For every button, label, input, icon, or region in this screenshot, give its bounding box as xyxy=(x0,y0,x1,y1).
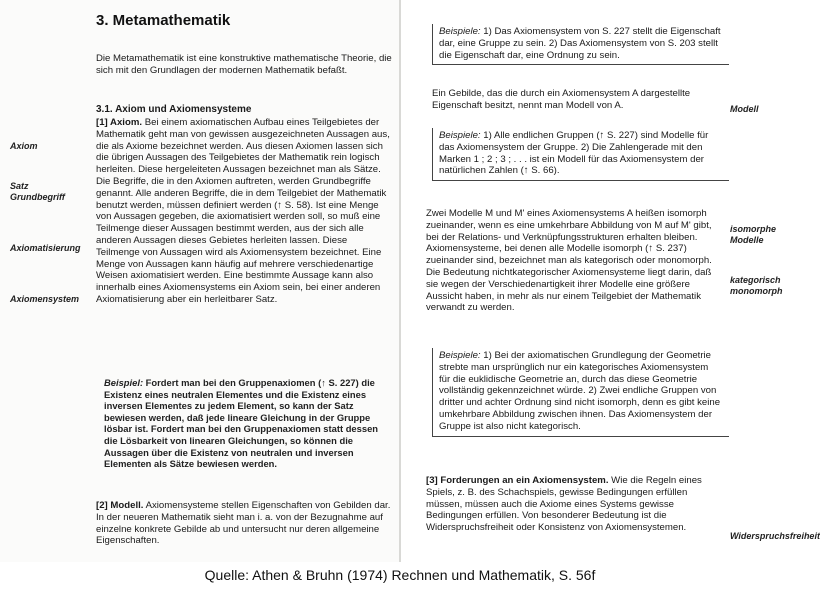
margin-label-grundbegriff: Grundbegriff xyxy=(10,192,65,202)
source-caption: Quelle: Athen & Bruhn (1974) Rechnen und Mathematik, S. 56f xyxy=(0,562,800,592)
example-box-1 xyxy=(432,24,729,65)
ex3-text: 1) Bei der axiomatischen Grundlegung der Geometrie strebte man ursprünglich nur ein kategorisches Axiomensystem für die euklidische Geometrie an, durch das diese Geometrie vollständig gekennzeichnet würde. 2) Zwei endliche Gruppen von dritter und achter Ordnung sind nicht isomorph, denn es gibt keine umkehrbare Abbildung zwischen ihnen. Das Axiomensystem der Gruppe ist also nicht kategorisch. xyxy=(439,350,721,432)
modell-definition-text: Ein Gebilde, das die durch ein Axiomensystem A dargestellte Eigenschaft besitzt, nennt man Modell von A. xyxy=(432,88,691,111)
modell-label: [2] Modell. xyxy=(96,500,144,511)
margin-label-widerspruchsfreiheit: Widerspruchsfreiheit xyxy=(730,531,820,541)
ex2-label: Beispiele: xyxy=(439,130,481,141)
example-box-2 xyxy=(432,128,729,181)
forderungen-label: [3] Forderungen an ein Axiomensystem. xyxy=(426,475,609,486)
ex3-label: Beispiele: xyxy=(439,350,481,361)
intro-text: Die Metamathematik ist eine konstruktive mathematische Theorie, die sich mit den Grundlagen der modernen Mathematik befaßt. xyxy=(96,53,392,76)
isomorph-text: Zwei Modelle M und M' eines Axiomensystems A heißen isomorph zueinander, wenn es eine umkehrbare Abbildung von M auf M' gibt, bei der Relations- und Verknüpfungsstrukturen erhalten bleiben. Axiomensysteme, bei denen alle Modelle isomorph (↑ S. 237) zueinander sind, bezeichnet man als kategorisch oder monomorph. Die Bedeutung nichtkategorischer Axiomensysteme liegt darin, daß sie wegen der Verschiedenartigkeit ihrer Modelle eine größere Aussicht haben, in mehr als nur einem Teilgebiet der Mathematik verwandt zu werden. xyxy=(426,208,712,314)
margin-label-axiom: Axiom xyxy=(10,141,38,151)
margin-label-axiomatisierung: Axiomatisierung xyxy=(10,243,81,253)
modell-text: Axiomensysteme stellen Eigenschaften von Gebilden dar. In der neueren Mathematik sieht man i. a. von der Bezugnahme auf einzelne konkrete Gebilde ab und untersucht nur deren allgemeine Eigenschaften. xyxy=(96,500,391,547)
isomorph-paragraph xyxy=(426,208,720,314)
axiom-label: [1] Axiom. xyxy=(96,117,143,128)
axiom-text: Bei einem axiomatischen Aufbau eines Teilgebietes der Mathematik geht man von gewissen ausgezeichneten Aussagen aus, die als Axiome bezeichnet werden. Aus diesen Axiomen lassen sich die übrigen Aussagen des Teilgebietes der Mathematik rein logisch herleiten. Diese hergeleiteten Aussagen bezeichnet man als Sätze. Die Begriffe, die in den Axiomen auftreten, werden Grundbegriffe genannt. Alle anderen Begriffe, die in dem Teilgebiet der Mathematik benutzt werden, müssen definiert werden (↑ S. 58). Ist eine Menge von Aussagen gegeben, die axiomatisiert werden soll, so muß eine Teilmenge dieser Aussagen bestimmt werden, aus der sich alle anderen Aussagen dieses Gebietes herleiten lassen. Diese Teilmenge von Aussagen wird als Axiomensystem bezeichnet. Eine Menge von Aussagen kann häufig auf mehrere verschiedenartige Weisen axiomatisiert werden. Eine bestimmte Aussage kann also innerhalb eines Axiomensystems ein Axiom sein, bei einer anderen Axiomatisierung aber ein herleitbarer Satz. xyxy=(96,117,390,305)
margin-label-isomorphe-modelle: isomorphe Modelle xyxy=(730,224,777,245)
example-text: Fordert man bei den Gruppenaxiomen (↑ S. 227) die Existenz eines neutralen Elementes und die Existenz eines inversen Elementes zu jedem Element, so kann der Satz bewiesen werden, daß jede lineare Gleichung in der Gruppe lösbar ist. Fordert man bei den Gruppenaxiomen statt dessen die Lösbarkeit von linearen Gleichungen, so können die Aussagen über die Existenz von neutralen und inversen Elementen als Sätze bewiesen werden. xyxy=(104,377,379,470)
section-forderungen xyxy=(426,475,720,534)
section-heading: 3.1. Axiom und Axiomensysteme xyxy=(96,104,252,115)
margin-label-kategorisch: kategorisch monomorph xyxy=(730,275,783,296)
ex1-text: 1) Das Axiomensystem von S. 227 stellt die Eigenschaft dar, eine Gruppe zu sein. 2) Das Axiomensystem von S. 203 stellt die Eigenschaft dar, eine Ordnung zu sein. xyxy=(439,26,721,61)
example-label: Beispiel: xyxy=(104,377,144,388)
ex2-text: 1) Alle endlichen Gruppen (↑ S. 227) sind Modelle für das Axiomensystem der Gruppe. 2) Die Zahlengerade mit den Marken 1 ; 2 ; 3 ; . . . ist ein Modell für das Axiomensystem der natürlichen Zahlen (↑ S. 66). xyxy=(439,130,709,177)
margin-label-satz: Satz xyxy=(10,181,29,191)
chapter-title: 3. Metamathematik xyxy=(96,12,231,29)
modell-definition xyxy=(432,88,722,112)
ex1-label: Beispiele: xyxy=(439,26,481,37)
forderungen-text: Wie die Regeln eines Spiels, z. B. des Schachspiels, gewisse Bedingungen erfüllen müssen, müssen auch die Axiome eines Systems gewisse Bedingungen erfüllen. Von besonderer Bedeutung ist die Widerspruchsfreiheit oder Konsistenz von Axiomensystemen. xyxy=(426,475,702,534)
margin-label-modell: Modell xyxy=(730,104,759,114)
example-box-3 xyxy=(432,348,729,437)
margin-label-axiomensystem: Axiomensystem xyxy=(10,294,80,304)
